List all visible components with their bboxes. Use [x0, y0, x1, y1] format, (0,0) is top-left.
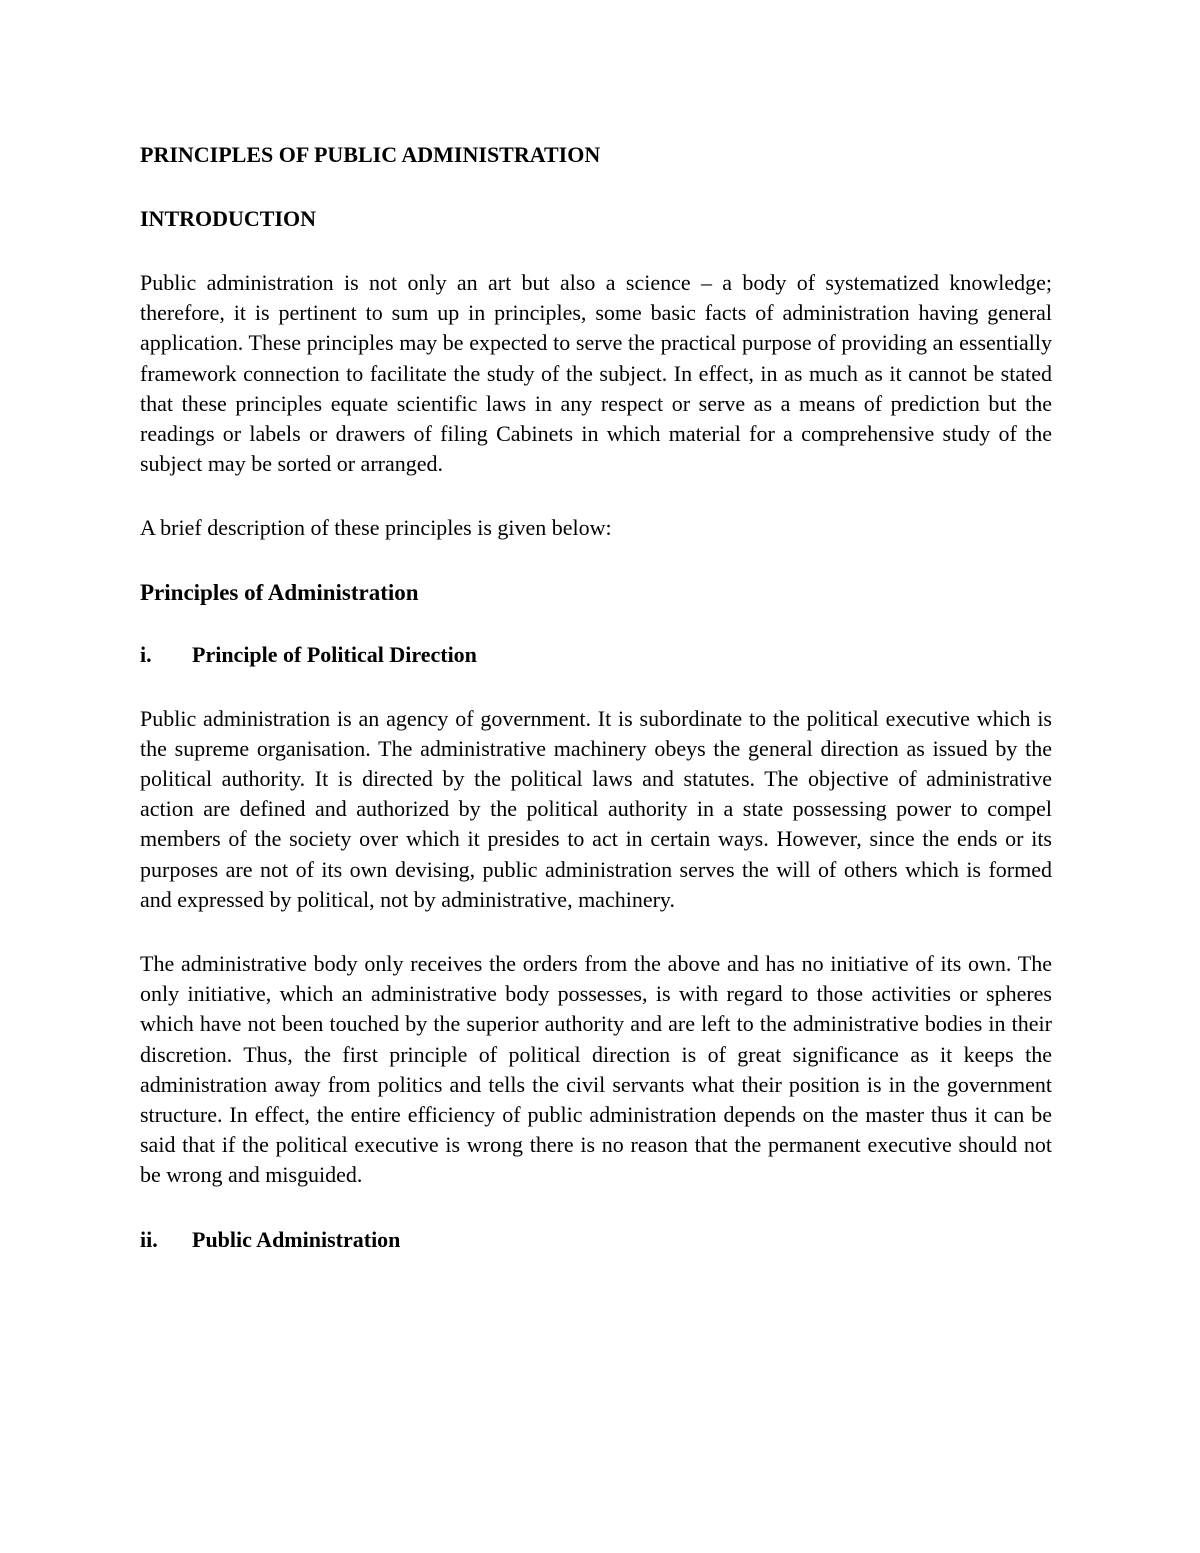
section-heading: Principles of Administration: [140, 579, 419, 605]
principle-2-number: ii.: [140, 1226, 158, 1252]
brief-description-paragraph: A brief description of these principles is given below:: [140, 515, 612, 541]
principle-1-heading: [140, 640, 1052, 670]
principle-1-label: Principle of Political Direction: [192, 641, 477, 667]
principle-1-paragraph-1: Public administration is an agency of government. It is subordinate to the political executive which is the supreme organisation. The administrative machinery obeys the general direction as issued by the political authority. It is directed by the political laws and statutes. The objective of administrative action are defined and authorized by the political authority in a state possessing power to compel members of the society over which it presides to act in certain ways. However, since the ends or its purposes are not of its own devising, public administration serves the will of others which is formed and expressed by political, not by administrative, machinery.: [140, 705, 1052, 912]
principle-1-number: i.: [140, 641, 152, 667]
principle-2-label: Public Administration: [192, 1226, 401, 1252]
document-content: [140, 140, 1052, 1289]
document-title: PRINCIPLES OF PUBLIC ADMINISTRATION: [140, 142, 601, 167]
principle-2-heading: [140, 1225, 1052, 1255]
principle-1-paragraph-2: The administrative body only receives the orders from the above and has no initiative of its own. The only initiative, which an administrative body possesses, is with regard to those activities or spheres which have not been touched by the superior authority and are left to the administrative bodies in their discretion. Thus, the first principle of political direction is of great significance as it keeps the administration away from politics and tells the civil servants what their position is in the government structure. In effect, the entire efficiency of public administration depends on the master thus it can be said that if the political executive is wrong there is no reason that the permanent executive should not be wrong and misguided.: [140, 951, 1052, 1188]
introduction-paragraph: Public administration is not only an art but also a science – a body of systematized knowledge; therefore, it is pertinent to sum up in principles, some basic facts of administration having general application. These principles may be expected to serve the practical purpose of providing an essentially framework connection to facilitate the study of the subject. In effect, in as much as it cannot be stated that these principles equate scientific laws in any respect or serve as a means of prediction but the readings or labels or drawers of filing Cabinets in which material for a comprehensive study of the subject may be sorted or arranged.: [140, 270, 1052, 477]
introduction-heading: INTRODUCTION: [140, 206, 317, 231]
